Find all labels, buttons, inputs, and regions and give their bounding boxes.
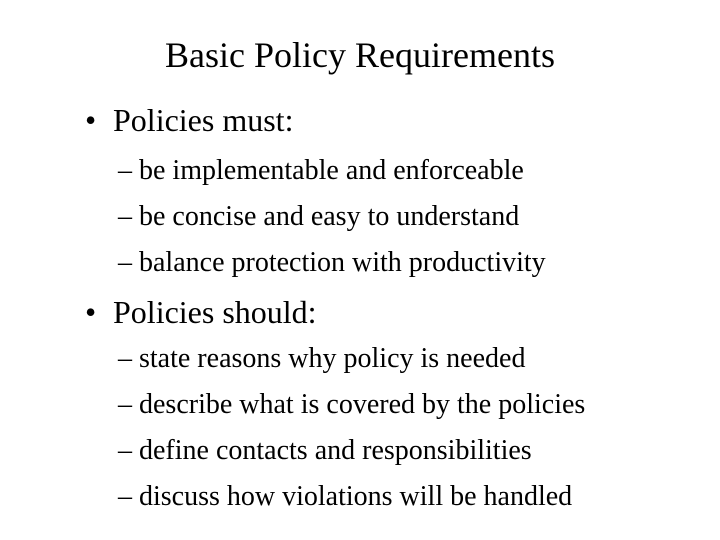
bullet-label: Policies must: [113, 102, 294, 138]
bullet-dot: • [85, 294, 97, 330]
sub-item: – be implementable and enforceable [118, 155, 524, 186]
sub-item: – define contacts and responsibilities [118, 435, 532, 466]
bullet-policies-should [85, 294, 317, 331]
sub-item: – discuss how violations will be handled [118, 481, 573, 512]
bullet-label: Policies should: [113, 294, 317, 330]
slide-title: Basic Policy Requirements [165, 35, 555, 75]
bullet-policies-must [85, 102, 294, 139]
sub-item: – balance protection with productivity [118, 247, 546, 278]
sub-item: – describe what is covered by the policies [118, 389, 586, 420]
sub-item: – be concise and easy to understand [118, 201, 520, 232]
sub-item: – state reasons why policy is needed [118, 343, 526, 374]
bullet-dot: • [85, 102, 97, 138]
